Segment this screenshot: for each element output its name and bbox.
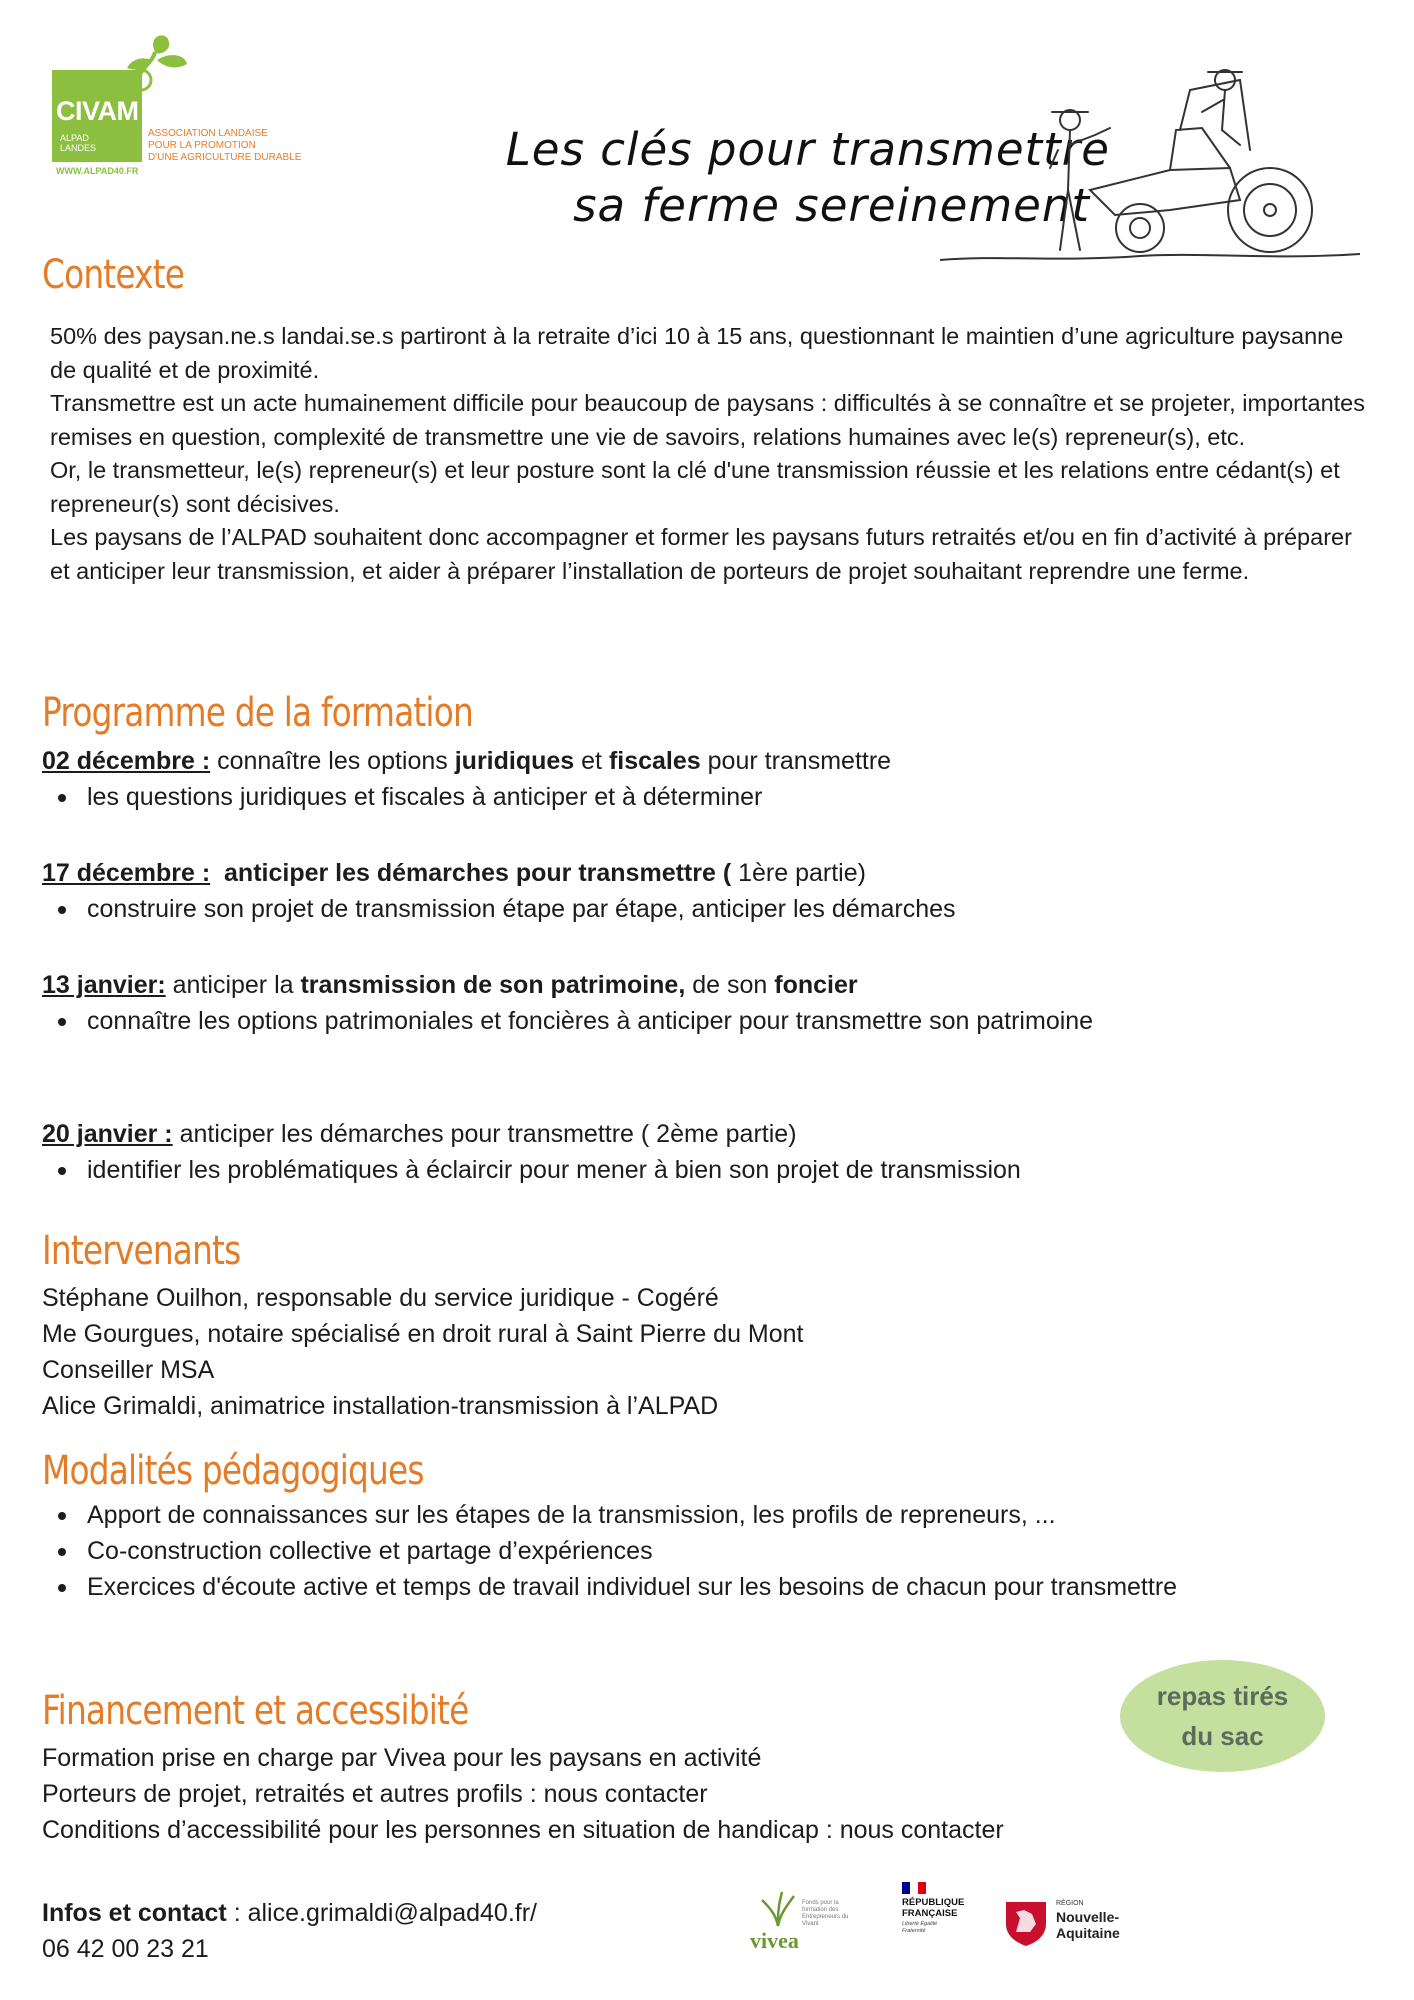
session-1-date: 02 décembre : (42, 747, 211, 775)
session-1-bold-1: juridiques (454, 747, 575, 775)
region-line2: Aquitaine (1056, 1925, 1120, 1941)
civam-logo (52, 30, 332, 180)
context-p4: Les paysans de l’ALPAD souhaitent donc accompagner et former les paysans futurs retraités et/ou en fin d’activité à préparer et anticiper leur transmission, et aider à préparer l’installation de porteurs de projet souhaitant reprendre une ferme. (50, 524, 1352, 584)
session-1-text-3: pour transmettre (700, 747, 892, 775)
modalite-3: Exercices d'écoute active et temps de travail individuel sur les besoins de chacun pour transmettre (87, 1569, 1282, 1605)
session-2-date: 17 décembre : (42, 859, 211, 887)
session-2-bullet: construire son projet de transmission étape par étape, anticiper les démarches (87, 891, 1372, 927)
lunch-badge-text: repas tirés du sac (1156, 1681, 1289, 1751)
rf-line1: RÉPUBLIQUE (902, 1897, 965, 1908)
session-4-bullet: identifier les problématiques à éclaircir pour mener à bien son projet de transmission (87, 1152, 1372, 1188)
intervenant-4: Alice Grimaldi, animatrice installation-transmission à l’ALPAD (42, 1392, 719, 1420)
rf-line2: FRANÇAISE (902, 1908, 958, 1919)
context-p2: Transmettre est un acte humainement difficile pour beaucoup de paysans : difficultés à se connaître et se projeter, importantes remises en question, complexité de transmettre une vie de savoirs, relations humaines avec le(s) repreneur(s), etc. (50, 390, 1366, 450)
section-title-contexte: Contexte (42, 252, 185, 298)
region-line1: Nouvelle- (1056, 1909, 1120, 1925)
intervenant-1: Stéphane Ouilhon, responsable du service juridique - Cogéré (42, 1284, 719, 1312)
contact-phone[interactable]: 06 42 00 23 21 (42, 1935, 209, 1963)
intervenant-2: Me Gourgues, notaire spécialisé en droit rural à Saint Pierre du Mont (42, 1320, 804, 1348)
session-4-heading (42, 1116, 1372, 1152)
session-3-bold-2: foncier (774, 971, 858, 999)
context-paragraphs (50, 320, 1370, 588)
contact-block (42, 1895, 537, 1967)
session-1-bold-2: fiscales (608, 747, 701, 775)
rf-motto: Liberté Égalité Fraternité (902, 1921, 938, 1934)
title-line-1: Les clés pour transmettre (505, 123, 1110, 176)
modalites-list (42, 1497, 1372, 1605)
lion-shield-icon (1002, 1898, 1050, 1948)
session-2-bold-1: anticiper les démarches pour transmettre ( (210, 859, 739, 887)
session-2 (42, 855, 1372, 927)
financement-2: Porteurs de projet, retraités et autres profils : nous contacter (42, 1780, 708, 1808)
modalite-2: Co-construction collective et partage d’expériences (87, 1533, 1282, 1569)
vivea-logo (740, 1890, 860, 1960)
region-small: RÉGION (1056, 1900, 1084, 1907)
session-3-text-1: anticiper la (165, 971, 301, 999)
context-p3: Or, le transmetteur, le(s) repreneur(s) et leur posture sont la clé d'une transmission réussie et les relations entre cédant(s) et repreneur(s) sont décisives. (50, 457, 1340, 517)
contact-line (42, 1895, 537, 1931)
logo-association (148, 128, 301, 164)
logo-brand: CIVAM (56, 96, 139, 126)
session-3 (42, 967, 1372, 1039)
title-line-2: sa ferme sereinement (573, 179, 1090, 232)
logo-sub2: LANDES (60, 143, 97, 153)
financement-3: Conditions d’accessibilité pour les personnes en situation de handicap : nous contacter (42, 1816, 1004, 1844)
session-2-heading (42, 855, 1372, 891)
intervenant-3: Conseiller MSA (42, 1356, 215, 1384)
logo-sub1: ALPAD (60, 133, 89, 143)
session-1 (42, 743, 1372, 815)
section-title-financement: Financement et accessibité (42, 1688, 469, 1734)
session-2-text-1: 1ère partie) (738, 859, 866, 887)
session-3-bold-1: transmission de son patrimoine, (300, 971, 686, 999)
section-title-programme: Programme de la formation (42, 690, 473, 736)
logo-website: WWW.ALPAD40.FR (56, 166, 139, 176)
session-1-bullet: les questions juridiques et fiscales à anticiper et à déterminer (87, 779, 1372, 815)
contact-label: Infos et contact (42, 1899, 227, 1927)
session-4 (42, 1116, 1372, 1188)
vivea-sub: Fonds pour la formation des Entrepreneurs du Vivant (802, 1900, 849, 1927)
session-1-text-1: connaître les options (210, 747, 455, 775)
session-3-date: 13 janvier: (42, 971, 166, 999)
assoc-line-3: D'UNE AGRICULTURE DURABLE (148, 152, 302, 163)
session-1-heading (42, 743, 1372, 779)
lunch-badge (1120, 1660, 1325, 1772)
session-3-bullet: connaître les options patrimoniales et foncières à anticiper pour transmettre son patrimoine (87, 1003, 1232, 1039)
assoc-line-2: POUR LA PROMOTION (148, 140, 256, 151)
financement-1: Formation prise en charge par Vivea pour les paysans en activité (42, 1744, 762, 1772)
intervenants-list (42, 1280, 1372, 1424)
session-3-heading (42, 967, 1372, 1003)
context-p1: 50% des paysan.ne.s landai.se.s partiront à la retraite d’ici 10 à 15 ans, questionnant le maintien d’une agriculture paysanne de qualité et de proximité. (50, 323, 1344, 383)
vivea-name: vivea (750, 1928, 799, 1953)
republique-francaise-logo (902, 1882, 992, 1962)
logo-sub (60, 133, 96, 153)
vivea-leaf-icon (758, 1890, 798, 1928)
session-4-date: 20 janvier : (42, 1120, 173, 1148)
tractor-farmers-illustration (940, 50, 1360, 280)
nouvelle-aquitaine-logo (1002, 1898, 1142, 1958)
section-title-modalites: Modalités pédagogiques (42, 1448, 424, 1494)
contact-sep: : (226, 1899, 248, 1927)
session-4-text-1: anticiper les démarches pour transmettre ( 2ème partie) (172, 1120, 797, 1148)
session-1-text-2: et (574, 747, 609, 775)
modalite-1: Apport de connaissances sur les étapes de la transmission, les profils de repreneurs, ... (87, 1497, 1282, 1533)
assoc-line-1: ASSOCIATION LANDAISE (148, 128, 268, 139)
partner-logos (740, 1880, 1140, 1970)
french-flag-icon (902, 1882, 926, 1894)
section-title-intervenants: Intervenants (42, 1228, 241, 1274)
contact-email[interactable]: alice.grimaldi@alpad40.fr/ (247, 1899, 537, 1927)
session-3-text-2: de son (685, 971, 775, 999)
